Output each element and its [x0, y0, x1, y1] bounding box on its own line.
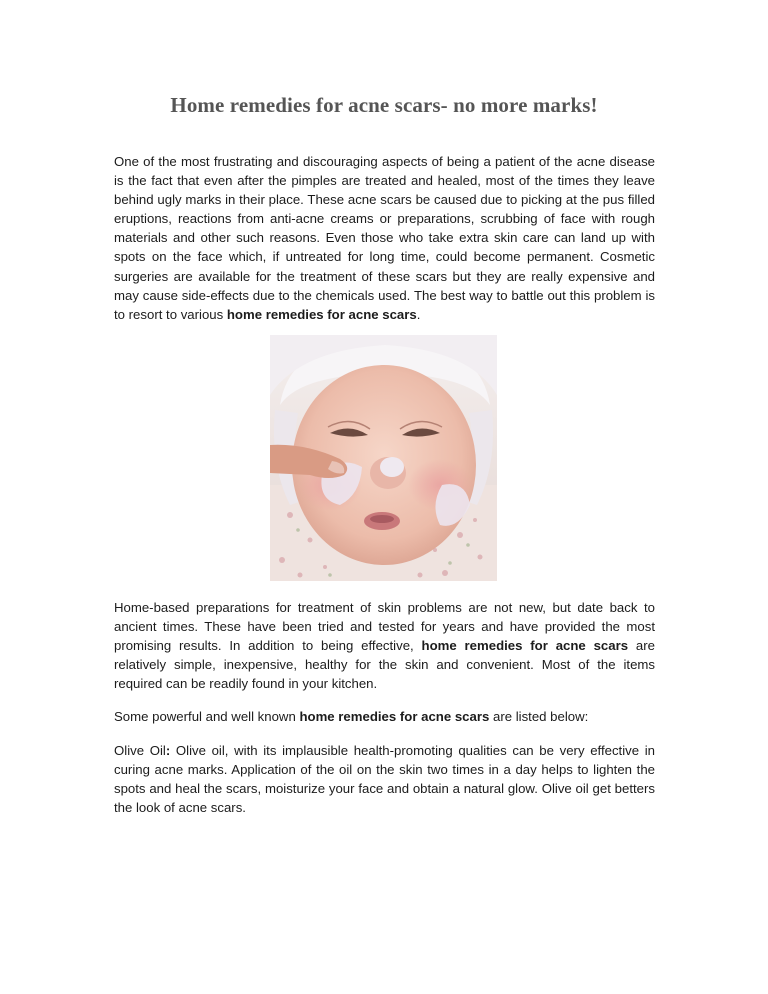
bold-keyword: home remedies for acne scars	[299, 709, 490, 724]
paragraph-text-end: are relatively simple, inexpensive, healthy for the skin and convenient. Most of the items required can be readily found in your kitchen.	[114, 638, 655, 692]
bold-keyword: home remedies for acne scars	[226, 306, 417, 322]
paragraph-text: One of the most frustrating and discouraging aspects of being a patient of the acne disease is the fact that even after the pimples are treated and healed, most of the times they leave behind ugly marks in their place. These acne scars be caused due to picking at the pus filled eruptions, reactions from anti-acne creams or preparations, scrubbing of face with rough materials and other such reasons. Even those who take extra skin care can land up with spots on the face which, if untreated for long time, could become permanent. Cosmetic surgeries are available for the treatment of these scars but they are really expensive and may cause side-effects due to the chemicals used. The best way to battle out this problem is to resort to various	[114, 154, 655, 322]
baby-photo-illustration	[270, 335, 497, 581]
paragraph-text: Home-based preparations for treatment of skin problems are not new, but date back to ancient times. These have been tried and tested for years and have provided the most promising results. In addition to being effective,	[114, 600, 655, 654]
home-based-paragraph	[114, 598, 655, 693]
remedies-intro-paragraph	[114, 707, 655, 726]
bold-keyword: home remedies for acne scars	[421, 638, 629, 654]
intro-paragraph	[114, 152, 655, 324]
paragraph-text: Olive oil, with its implausible health-promoting qualities can be very effective in curing acne marks. Application of the oil on the skin two times in a day helps to lighten the spots and heal the scars, moisturize your face and obtain a natural glow. Olive oil get betters the look of acne scars.	[114, 743, 655, 816]
paragraph-text-end: are listed below:	[489, 709, 589, 724]
remedy-name: Olive Oil	[114, 743, 166, 758]
olive-oil-paragraph	[114, 741, 655, 817]
remedy-colon: :	[165, 743, 171, 758]
page-title: Home remedies for acne scars- no more marks!	[170, 93, 598, 117]
paragraph-text-end: .	[416, 306, 421, 322]
baby-cream-photo	[270, 335, 497, 581]
paragraph-text: Some powerful and well known	[114, 709, 300, 724]
